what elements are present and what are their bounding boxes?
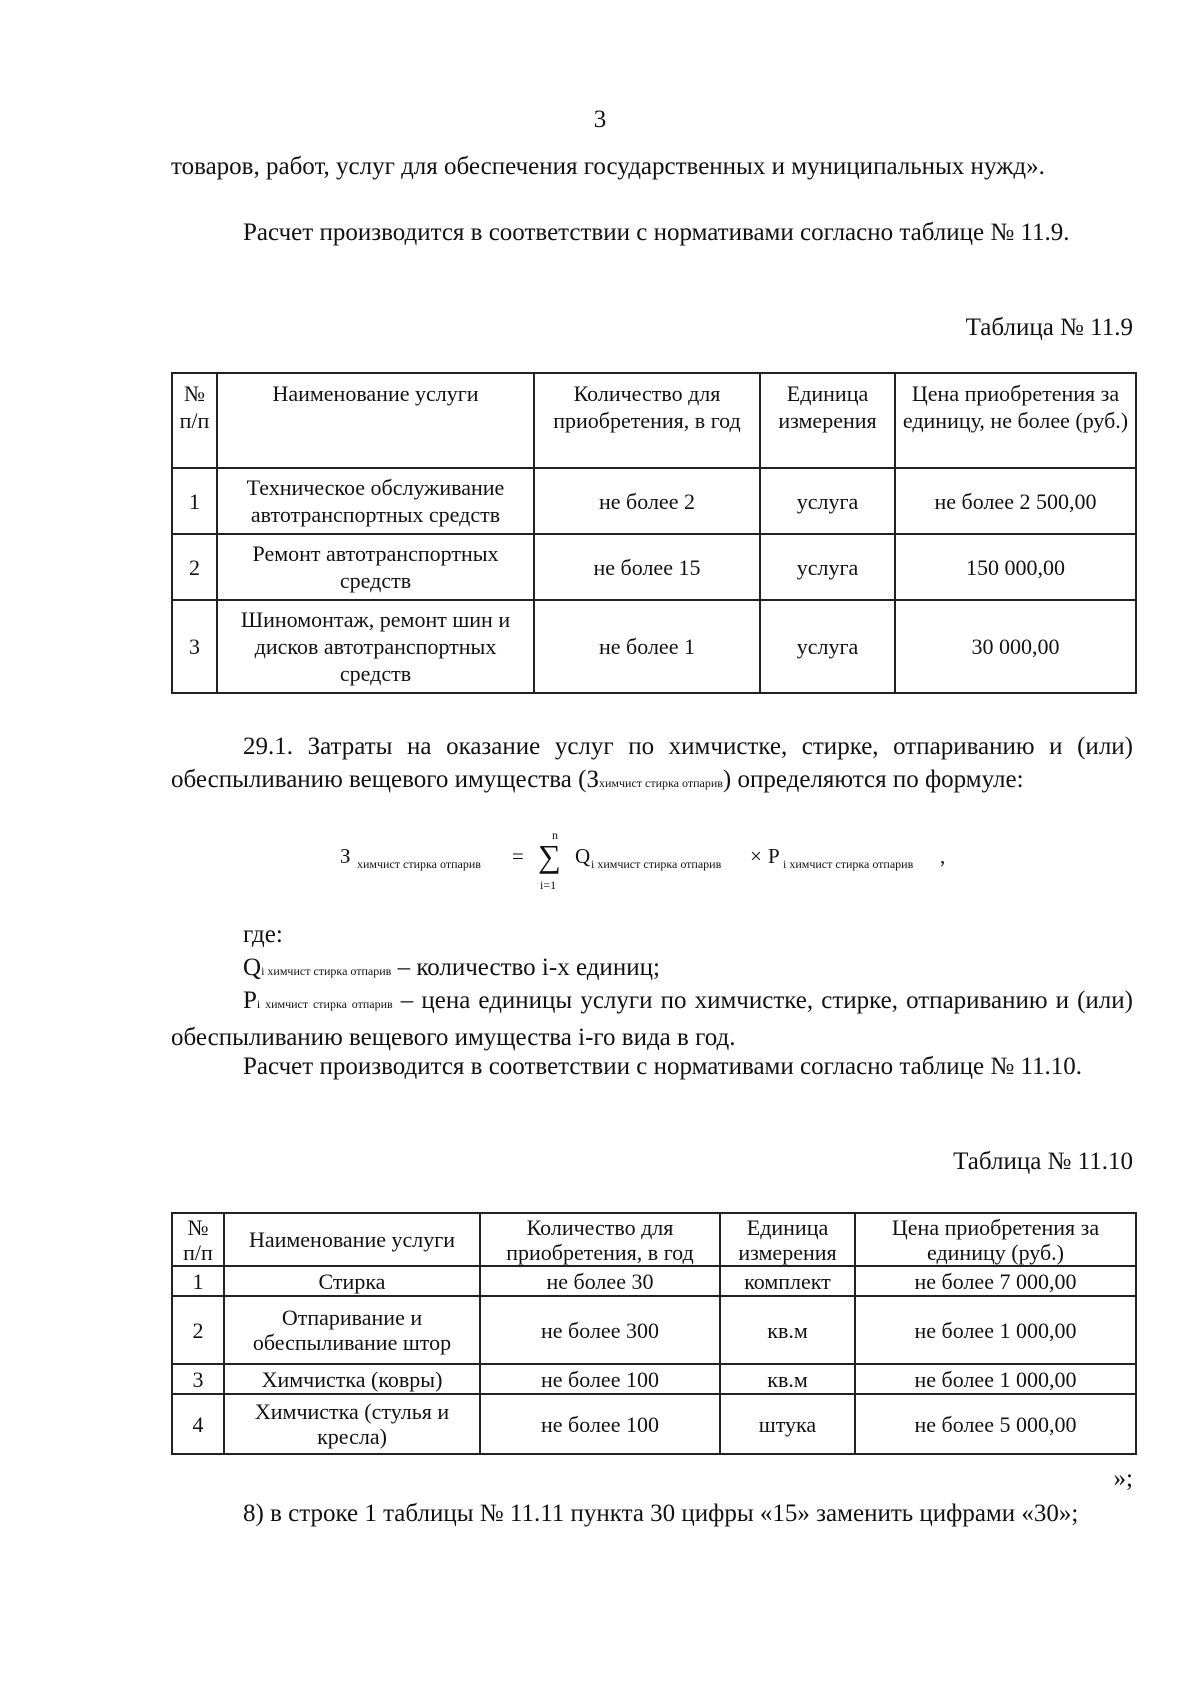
cost-formula	[340, 828, 980, 896]
def-p-text: – цена единицы услуги по химчистке, стирке, отпариванию и (или) обеспыливанию вещевого имущества i-го вида в год.	[171, 987, 1133, 1051]
cell: 2	[172, 1296, 224, 1364]
cell: 30 000,00	[895, 600, 1136, 693]
table-row	[172, 1364, 1136, 1394]
table-header-row	[172, 1213, 1136, 1266]
cell: Ремонт автотранспортных средств	[217, 534, 534, 600]
cell: Техническое обслуживание автотранспортных средств	[217, 468, 534, 534]
paragraph-text-end: ) определяются по формуле:	[722, 766, 1024, 793]
formula-sum-upper: n	[552, 828, 558, 842]
formula-lhs: З	[340, 844, 351, 868]
table-caption-11-9: Таблица № 11.9	[965, 314, 1133, 341]
cell: кв.м	[720, 1364, 855, 1394]
header-cell: Количество для приобретения, в год	[534, 373, 760, 468]
table-header-row	[172, 373, 1136, 468]
cell: не более 1	[534, 600, 760, 693]
cell: 4	[172, 1394, 224, 1454]
header-cell: Наименование услуги	[217, 373, 534, 468]
cell: не более 7 000,00	[855, 1266, 1136, 1296]
header-cell: № п/п	[172, 1213, 224, 1266]
formula-sum-lower: i=1	[540, 878, 557, 892]
def-q-symbol: Q	[243, 954, 262, 981]
cell: не более 30	[480, 1266, 720, 1296]
page-number: 3	[593, 106, 607, 133]
cell: Стирка	[224, 1266, 480, 1296]
cell: услуга	[760, 468, 895, 534]
cell: не более 15	[534, 534, 760, 600]
where-label: где:	[243, 921, 283, 948]
formula-q: Q	[575, 844, 591, 868]
header-cell: Единица измерения	[720, 1213, 855, 1266]
cell: не более 300	[480, 1296, 720, 1364]
definition-p	[171, 984, 1133, 1054]
cell: 1	[172, 1266, 224, 1296]
def-q-text: – количество i-х единиц;	[391, 954, 660, 981]
cell: 1	[172, 468, 217, 534]
table-caption-11-10: Таблица № 11.10	[953, 1148, 1133, 1175]
def-p-symbol: P	[243, 987, 257, 1014]
formula-sum-sign: ∑	[538, 838, 561, 874]
table-row	[172, 1296, 1136, 1364]
table-row	[172, 600, 1136, 693]
cost-symbol-subscript: химчист стирка отпарив	[598, 776, 723, 790]
cell: 3	[172, 1364, 224, 1394]
cell: не более 1 000,00	[855, 1296, 1136, 1364]
cell: 150 000,00	[895, 534, 1136, 600]
header-cell: Единица измерения	[760, 373, 895, 468]
table-row	[172, 534, 1136, 600]
cell: не более 2	[534, 468, 760, 534]
cell: услуга	[760, 534, 895, 600]
cell: 2	[172, 534, 217, 600]
cell: комплект	[720, 1266, 855, 1296]
cell: штука	[720, 1394, 855, 1454]
cell: не более 100	[480, 1394, 720, 1454]
header-cell: Цена приобретения за единицу, не более (руб.)	[895, 373, 1136, 468]
cell: не более 1 000,00	[855, 1364, 1136, 1394]
formula-lhs-subscript: химчист стирка отпарив	[357, 857, 481, 871]
formula-p: P	[768, 844, 780, 868]
cell: Шиномонтаж, ремонт шин и дисков автотранспортных средств	[217, 600, 534, 693]
cost-symbol: З	[586, 766, 599, 793]
paragraph-text: 29.1. Затраты на оказание услуг по химчистке, стирке, отпариванию и (или) обеспыливанию вещевого имущества (	[171, 733, 1133, 793]
paragraph-calculation-1: Расчет производится в соответствии с нормативами согласно таблице № 11.9.	[243, 219, 1070, 246]
header-cell: Наименование услуги	[224, 1213, 480, 1266]
cell: Химчистка (стулья и кресла)	[224, 1394, 480, 1454]
paragraph-29-1	[171, 730, 1133, 800]
definition-q	[171, 951, 1133, 988]
paragraph-continuation: товаров, работ, услуг для обеспечения государственных и муниципальных нужд».	[171, 153, 1045, 180]
formula-trailing-comma: ,	[940, 844, 946, 868]
table-11-10	[171, 1212, 1137, 1455]
formula-times: ×	[750, 844, 762, 868]
cell: не более 5 000,00	[855, 1394, 1136, 1454]
table-row	[172, 1394, 1136, 1454]
header-cell: Цена приобретения за единицу (руб.)	[855, 1213, 1136, 1266]
def-q-subscript: i химчист стирка отпарив	[261, 964, 392, 978]
cell: кв.м	[720, 1296, 855, 1364]
cell: Отпаривание и обеспыливание штор	[224, 1296, 480, 1364]
cell: услуга	[760, 600, 895, 693]
closing-quote: »;	[1113, 1465, 1133, 1492]
formula-p-subscript: i химчист стирка отпарив	[783, 857, 914, 871]
paragraph-calculation-2: Расчет производится в соответствии с нормативами согласно таблице № 11.10.	[243, 1053, 1083, 1080]
table-row	[172, 1266, 1136, 1296]
table-row	[172, 468, 1136, 534]
header-cell: № п/п	[172, 373, 217, 468]
paragraph-item-8: 8) в строке 1 таблицы № 11.11 пункта 30 цифры «15» заменить цифрами «30»;	[243, 1500, 1079, 1527]
header-cell: Количество для приобретения, в год	[480, 1213, 720, 1266]
cell: Химчистка (ковры)	[224, 1364, 480, 1394]
formula-equals: =	[512, 844, 524, 868]
cell: 3	[172, 600, 217, 693]
formula-q-subscript: i химчист стирка отпарив	[591, 857, 722, 871]
cell: не более 2 500,00	[895, 468, 1136, 534]
table-11-9	[171, 372, 1137, 694]
cell: не более 100	[480, 1364, 720, 1394]
def-p-subscript: i химчист стирка отпарив	[256, 997, 393, 1011]
